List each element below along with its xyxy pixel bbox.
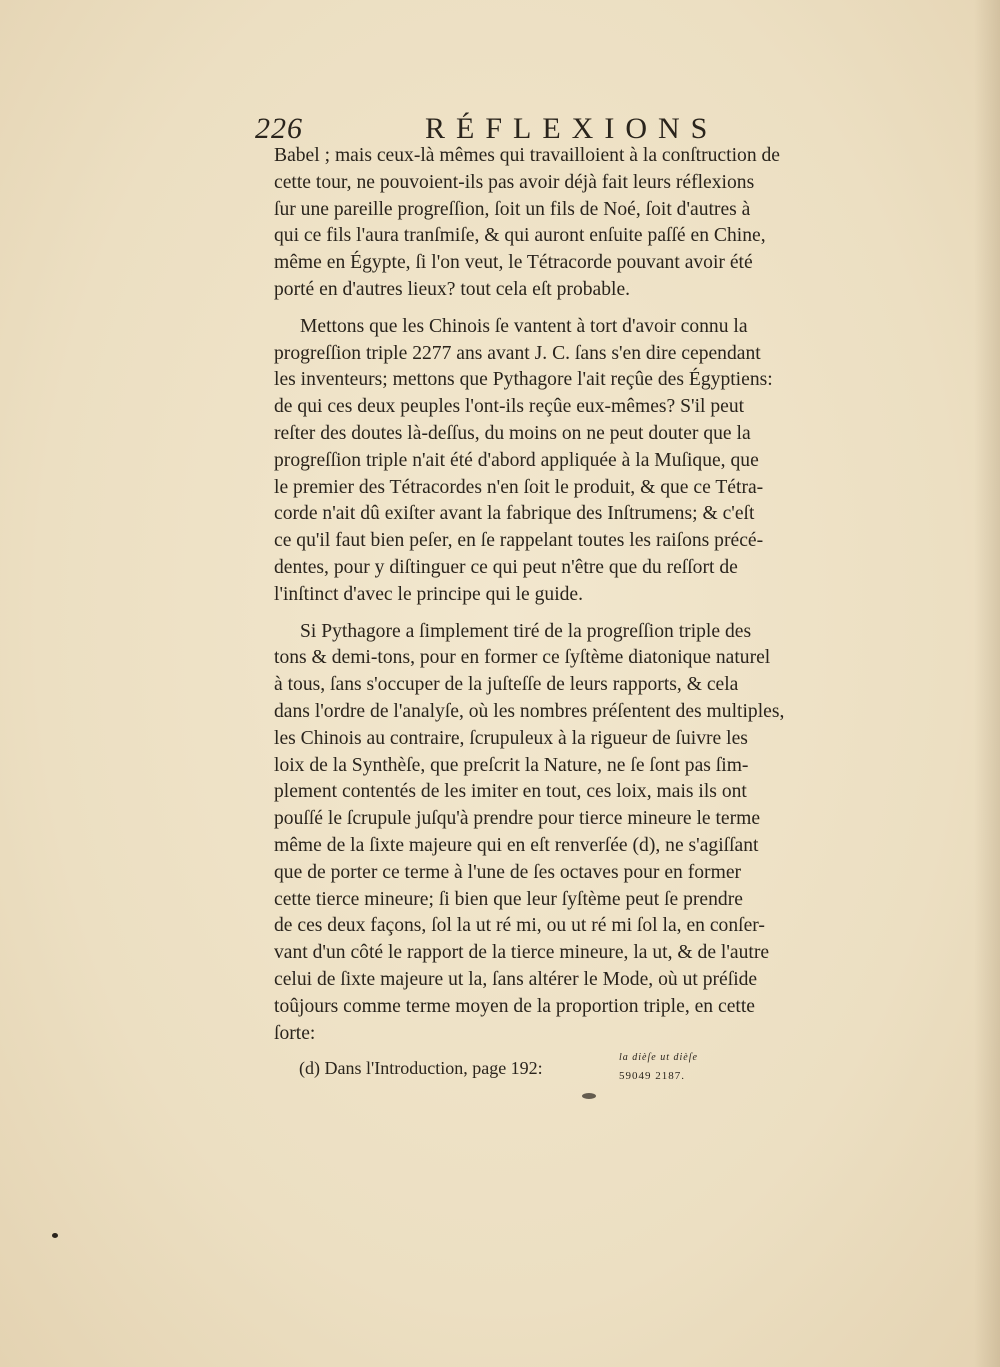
text-line: vant d'un côté le rapport de la tierce mineure, la ut, & de l'autre — [274, 942, 770, 964]
footnote-note-labels: la dièſe ut dièſe — [619, 1052, 698, 1063]
text-line: même en Égypte, ſi l'on veut, le Tétracorde pouvant avoir été — [274, 252, 753, 274]
text-line: ſorte: — [274, 1022, 316, 1044]
text-line: progreſſion triple 2277 ans avant J. C. ſans s'en dire cependant — [274, 342, 761, 364]
text-line: l'inſtinct d'avec le principe qui le guide. — [274, 583, 584, 605]
text-line: de ces deux façons, ſol la ut ré mi, ou ut ré mi ſol la, en conſer- — [274, 915, 765, 937]
footnote — [299, 1052, 729, 1098]
paragraph-2 — [274, 314, 773, 609]
body-text — [274, 143, 785, 1047]
text-line: qui ce fils l'aura tranſmiſe, & qui auront enſuite paſſé en Chine, — [274, 225, 766, 247]
text-line: Mettons que les Chinois ſe vantent à tort d'avoir connu la — [300, 315, 748, 337]
text-line: les Chinois au contraire, ſcrupuleux à la rigueur de ſuivre les — [274, 727, 748, 749]
footnote-text: (d) Dans l'Introduction, page 192: — [299, 1058, 543, 1078]
paragraph-3 — [274, 619, 785, 1048]
running-title: RÉFLEXIONS — [425, 112, 719, 145]
text-line: dans l'ordre de l'analyſe, où les nombres préſentent des multiples, — [274, 700, 785, 722]
text-line: que de porter ce terme à l'une de ſes octaves pour en former — [274, 861, 742, 883]
text-line: de qui ces deux peuples l'ont-ils reçûe eux-mêmes? S'il peut — [274, 396, 745, 418]
text-line: dentes, pour y diſtinguer ce qui peut n'être que du reſſort de — [274, 556, 738, 578]
ink-smudge — [582, 1093, 596, 1099]
text-line: le premier des Tétracordes n'en ſoit le produit, & que ce Tétra- — [274, 476, 764, 498]
text-line: porté en d'autres lieux? tout cela eſt probable. — [274, 278, 631, 300]
text-line: à tous, ſans s'occuper de la juſteſſe de leurs rapports, & cela — [274, 674, 739, 696]
text-line: Babel ; mais ceux-là mêmes qui travailloient à la conſtruction de — [274, 145, 781, 166]
text-line: pouſſé le ſcrupule juſqu'à prendre pour tierce mineure le terme — [274, 808, 761, 830]
text-line: cette tour, ne pouvoient-ils pas avoir déjà fait leurs réflexions — [274, 171, 755, 193]
text-line: reſter des doutes là-deſſus, du moins on ne peut douter que la — [274, 422, 751, 444]
page-number: 226 — [255, 112, 303, 145]
text-line: plement contentés de les imiter en tout, ces loix, mais ils ont — [274, 781, 747, 803]
footnote-note-numbers: 59049 2187. — [619, 1070, 685, 1082]
page-edge-shadow — [974, 0, 1000, 1367]
text-line: toûjours comme terme moyen de la proportion triple, en cette — [274, 995, 755, 1017]
text-line: cette tierce mineure; ſi bien que leur ſyſtème peut ſe prendre — [274, 888, 743, 910]
text-line: même de la ſixte majeure qui en eſt renverſée (d), ne s'agiſſant — [274, 834, 759, 856]
text-line: les inventeurs; mettons que Pythagore l'ait reçûe des Égyptiens: — [274, 369, 773, 391]
text-line: progreſſion triple n'ait été d'abord appliquée à la Muſique, que — [274, 449, 759, 471]
text-line: Si Pythagore a ſimplement tiré de la progreſſion triple des — [300, 620, 752, 642]
text-line: loix de la Synthèſe, que preſcrit la Nature, ne ſe ſont pas ſim- — [274, 754, 749, 776]
ink-blot — [52, 1233, 58, 1238]
text-line: corde n'ait dû exiſter avant la fabrique des Inſtrumens; & c'eſt — [274, 503, 755, 525]
text-line: ſur une pareille progreſſion, ſoit un fils de Noé, ſoit d'autres à — [274, 198, 751, 220]
text-line: celui de ſixte majeure ut la, ſans altérer le Mode, où ut préſide — [274, 968, 758, 990]
text-line: tons & demi-tons, pour en former ce ſyſtème diatonique naturel — [274, 647, 771, 669]
text-line: ce qu'il faut bien peſer, en ſe rappelant toutes les raiſons précé- — [274, 530, 764, 552]
paragraph-1 — [274, 143, 781, 304]
